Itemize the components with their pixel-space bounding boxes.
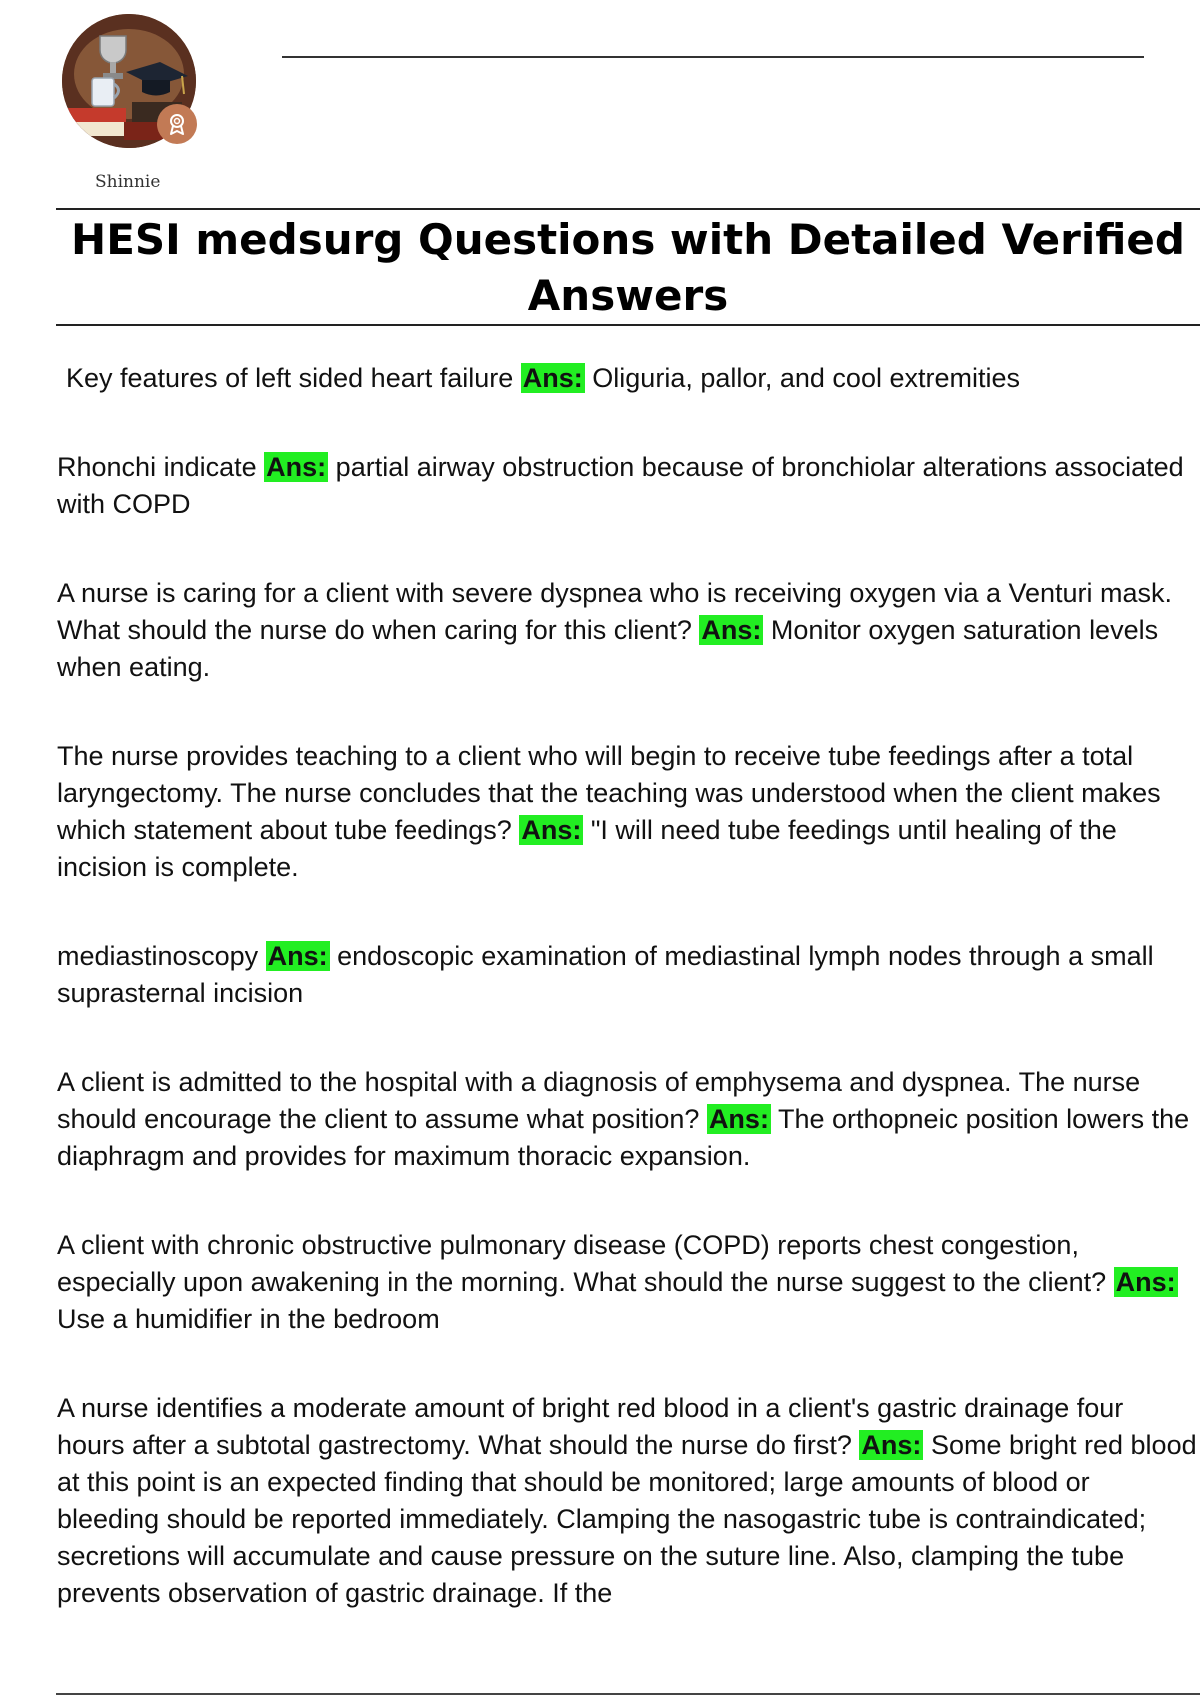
question-text: The nurse provides teaching to a client who will begin to receive tube feedings after a total laryngectomy. The nurse concludes that the teaching was understood when the client makes which statement about tube feedings? bbox=[57, 741, 1161, 845]
award-badge bbox=[157, 104, 197, 144]
username[interactable]: Shinnie bbox=[95, 172, 161, 192]
answer-text: The orthopneic position lowers the diaphragm and provides for maximum thoracic expansion. bbox=[57, 1104, 1190, 1171]
question-text: mediastinoscopy bbox=[57, 941, 259, 971]
question-text: Rhonchi indicate bbox=[57, 452, 257, 482]
answer-text: endoscopic examination of mediastinal lymph nodes through a small suprasternal incision bbox=[57, 941, 1154, 1008]
question-text: A nurse is caring for a client with severe dyspnea who is receiving oxygen via a Venturi mask. What should the nurse do when caring for this client? bbox=[57, 578, 1173, 645]
question-text: A client is admitted to the hospital with a diagnosis of emphysema and dyspnea. The nurse should encourage the client to assume what position? bbox=[57, 1067, 1141, 1134]
qa-list bbox=[57, 360, 1197, 1664]
answer-text: partial airway obstruction because of bronchiolar alterations associated with COPD bbox=[57, 452, 1184, 519]
answer-label: Ans: bbox=[266, 452, 327, 482]
answer-label: Ans: bbox=[861, 1430, 922, 1460]
title-rule-top bbox=[56, 208, 1200, 210]
question-text: A client with chronic obstructive pulmonary disease (COPD) reports chest congestion, especially upon awakening in the morning. What should the nurse suggest to the client? bbox=[57, 1230, 1107, 1297]
qa-item bbox=[57, 1064, 1197, 1175]
qa-item bbox=[57, 1390, 1197, 1612]
question-text: A nurse identifies a moderate amount of bright red blood in a client's gastric drainage four hours after a subtotal gastrectomy. What should the nurse do first? bbox=[57, 1393, 1124, 1460]
answer-label: Ans: bbox=[708, 1104, 769, 1134]
award-ribbon-icon bbox=[165, 112, 189, 136]
answer-label: Ans: bbox=[521, 815, 582, 845]
answer-text: "I will need tube feedings until healing of the incision is complete. bbox=[57, 815, 1117, 882]
footer-divider bbox=[56, 1693, 1200, 1695]
answer-label: Ans: bbox=[1115, 1267, 1176, 1297]
answer-label: Ans: bbox=[701, 615, 762, 645]
question-text: Key features of left sided heart failure bbox=[66, 363, 514, 393]
title-rule-bottom bbox=[56, 324, 1200, 326]
answer-text: Some bright red blood at this point is an expected finding that should be monitored; large amounts of blood or bleeding should be reported immediately. Clamping the nasogastric tube is contraindicated; secretions will accumulate and cause pressure on the suture line. Also, clamping the tube prevents observation of gastric drainage. If the bbox=[57, 1430, 1197, 1608]
qa-item bbox=[57, 938, 1197, 1012]
answer-text: Oliguria, pallor, and cool extremities bbox=[592, 363, 1020, 393]
qa-item bbox=[57, 449, 1197, 523]
qa-item bbox=[57, 360, 1197, 397]
document-title: HESI medsurg Questions with Detailed Verified Answers bbox=[71, 215, 1185, 320]
answer-label: Ans: bbox=[522, 363, 583, 393]
qa-item bbox=[57, 738, 1197, 886]
qa-item bbox=[57, 575, 1197, 686]
answer-text: Monitor oxygen saturation levels when eating. bbox=[57, 615, 1159, 682]
qa-item bbox=[57, 1227, 1197, 1338]
answer-text: Use a humidifier in the bedroom bbox=[57, 1304, 440, 1334]
answer-label: Ans: bbox=[267, 941, 328, 971]
header-divider bbox=[282, 56, 1144, 58]
